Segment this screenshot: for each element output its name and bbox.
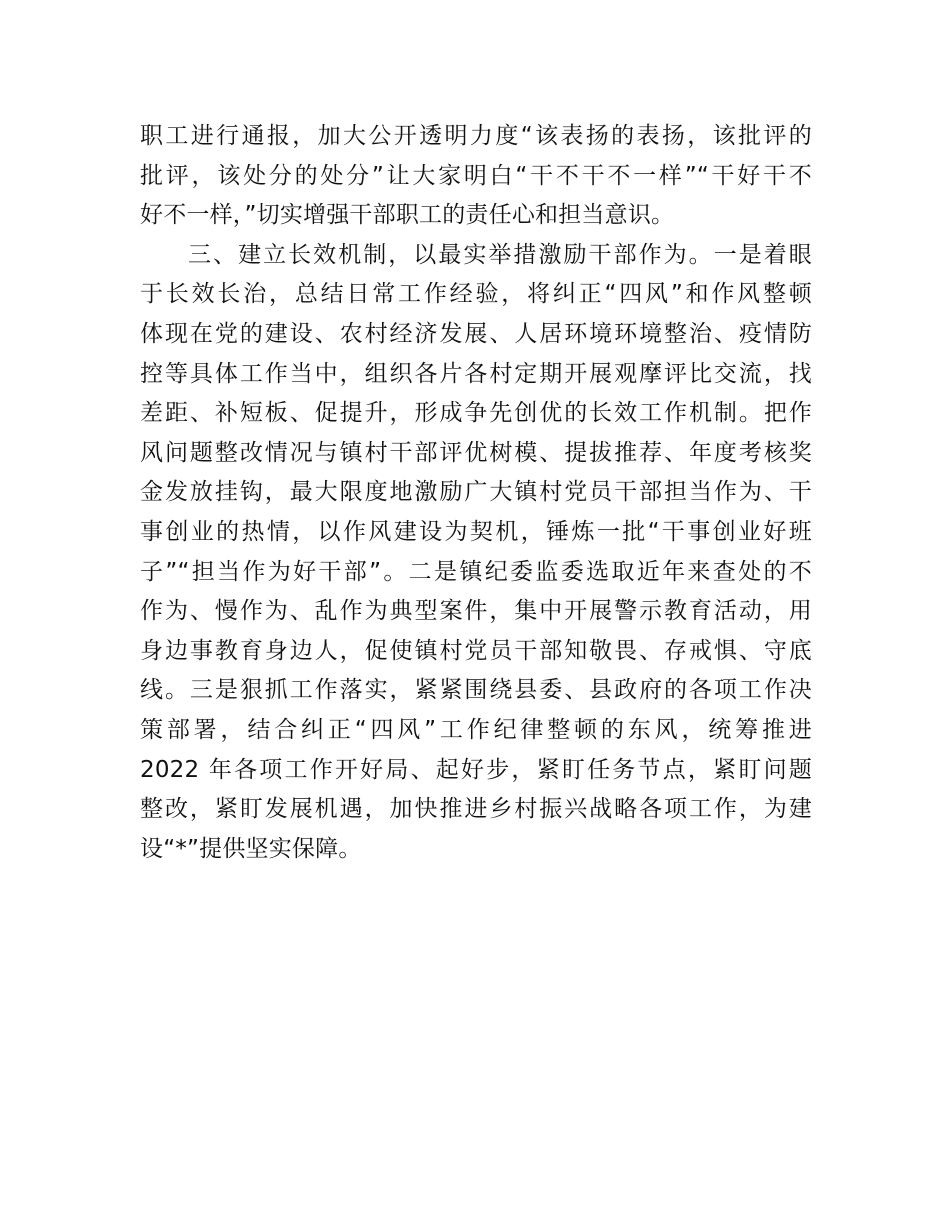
text-line: 子”“担当作为好干部”。二是镇纪委监委选取近年来查处的不 — [140, 558, 812, 585]
text-line: 2022 年各项工作开好局、起好步，紧盯任务节点，紧盯问题 — [140, 756, 812, 783]
text-line: 整改，紧盯发展机遇，加快推进乡村振兴战略各项工作，为建 — [140, 796, 812, 823]
text-line: 好不一样，”切实增强干部职工的责任心和担当意识。 — [140, 202, 675, 229]
text-line: 设“*”提供坚实保障。 — [140, 835, 362, 862]
text-line: 风问题整改情况与镇村干部评优树模、提拔推荐、年度考核奖 — [140, 439, 812, 466]
text-line: 事创业的热情，以作风建设为契机，锤炼一批“干事创业好班 — [140, 518, 812, 545]
section-heading-line: 三、建立长效机制，以最实举措激励干部作为。一是着眼 — [188, 241, 812, 268]
text-line: 差距、补短板、促提升，形成争先创优的长效工作机制。把作 — [140, 400, 812, 427]
body-text — [140, 117, 812, 869]
text-line: 体现在党的建设、农村经济发展、人居环境环境整治、疫情防 — [140, 320, 812, 347]
text-line: 线。三是狠抓工作落实，紧紧围绕县委、县政府的各项工作决 — [140, 677, 812, 704]
text-line: 批评，该处分的处分”让大家明白“干不干不一样”“干好干不 — [140, 162, 812, 189]
text-line: 身边事教育身边人，促使镇村党员干部知敬畏、存戒惧、守底 — [140, 637, 812, 664]
text-line: 控等具体工作当中，组织各片各村定期开展观摩评比交流，找 — [140, 360, 812, 387]
text-line: 职工进行通报，加大公开透明力度“该表扬的表扬，该批评的 — [140, 123, 812, 149]
text-line: 作为、慢作为、乱作为典型案件，集中开展警示教育活动，用 — [140, 598, 812, 625]
text-line: 金发放挂钩，最大限度地激励广大镇村党员干部担当作为、干 — [140, 479, 812, 506]
text-line: 策部署，结合纠正“四风”工作纪律整顿的东风，统筹推进 — [140, 716, 812, 743]
text-line: 于长效长治，总结日常工作经验，将纠正“四风”和作风整顿 — [140, 281, 812, 308]
